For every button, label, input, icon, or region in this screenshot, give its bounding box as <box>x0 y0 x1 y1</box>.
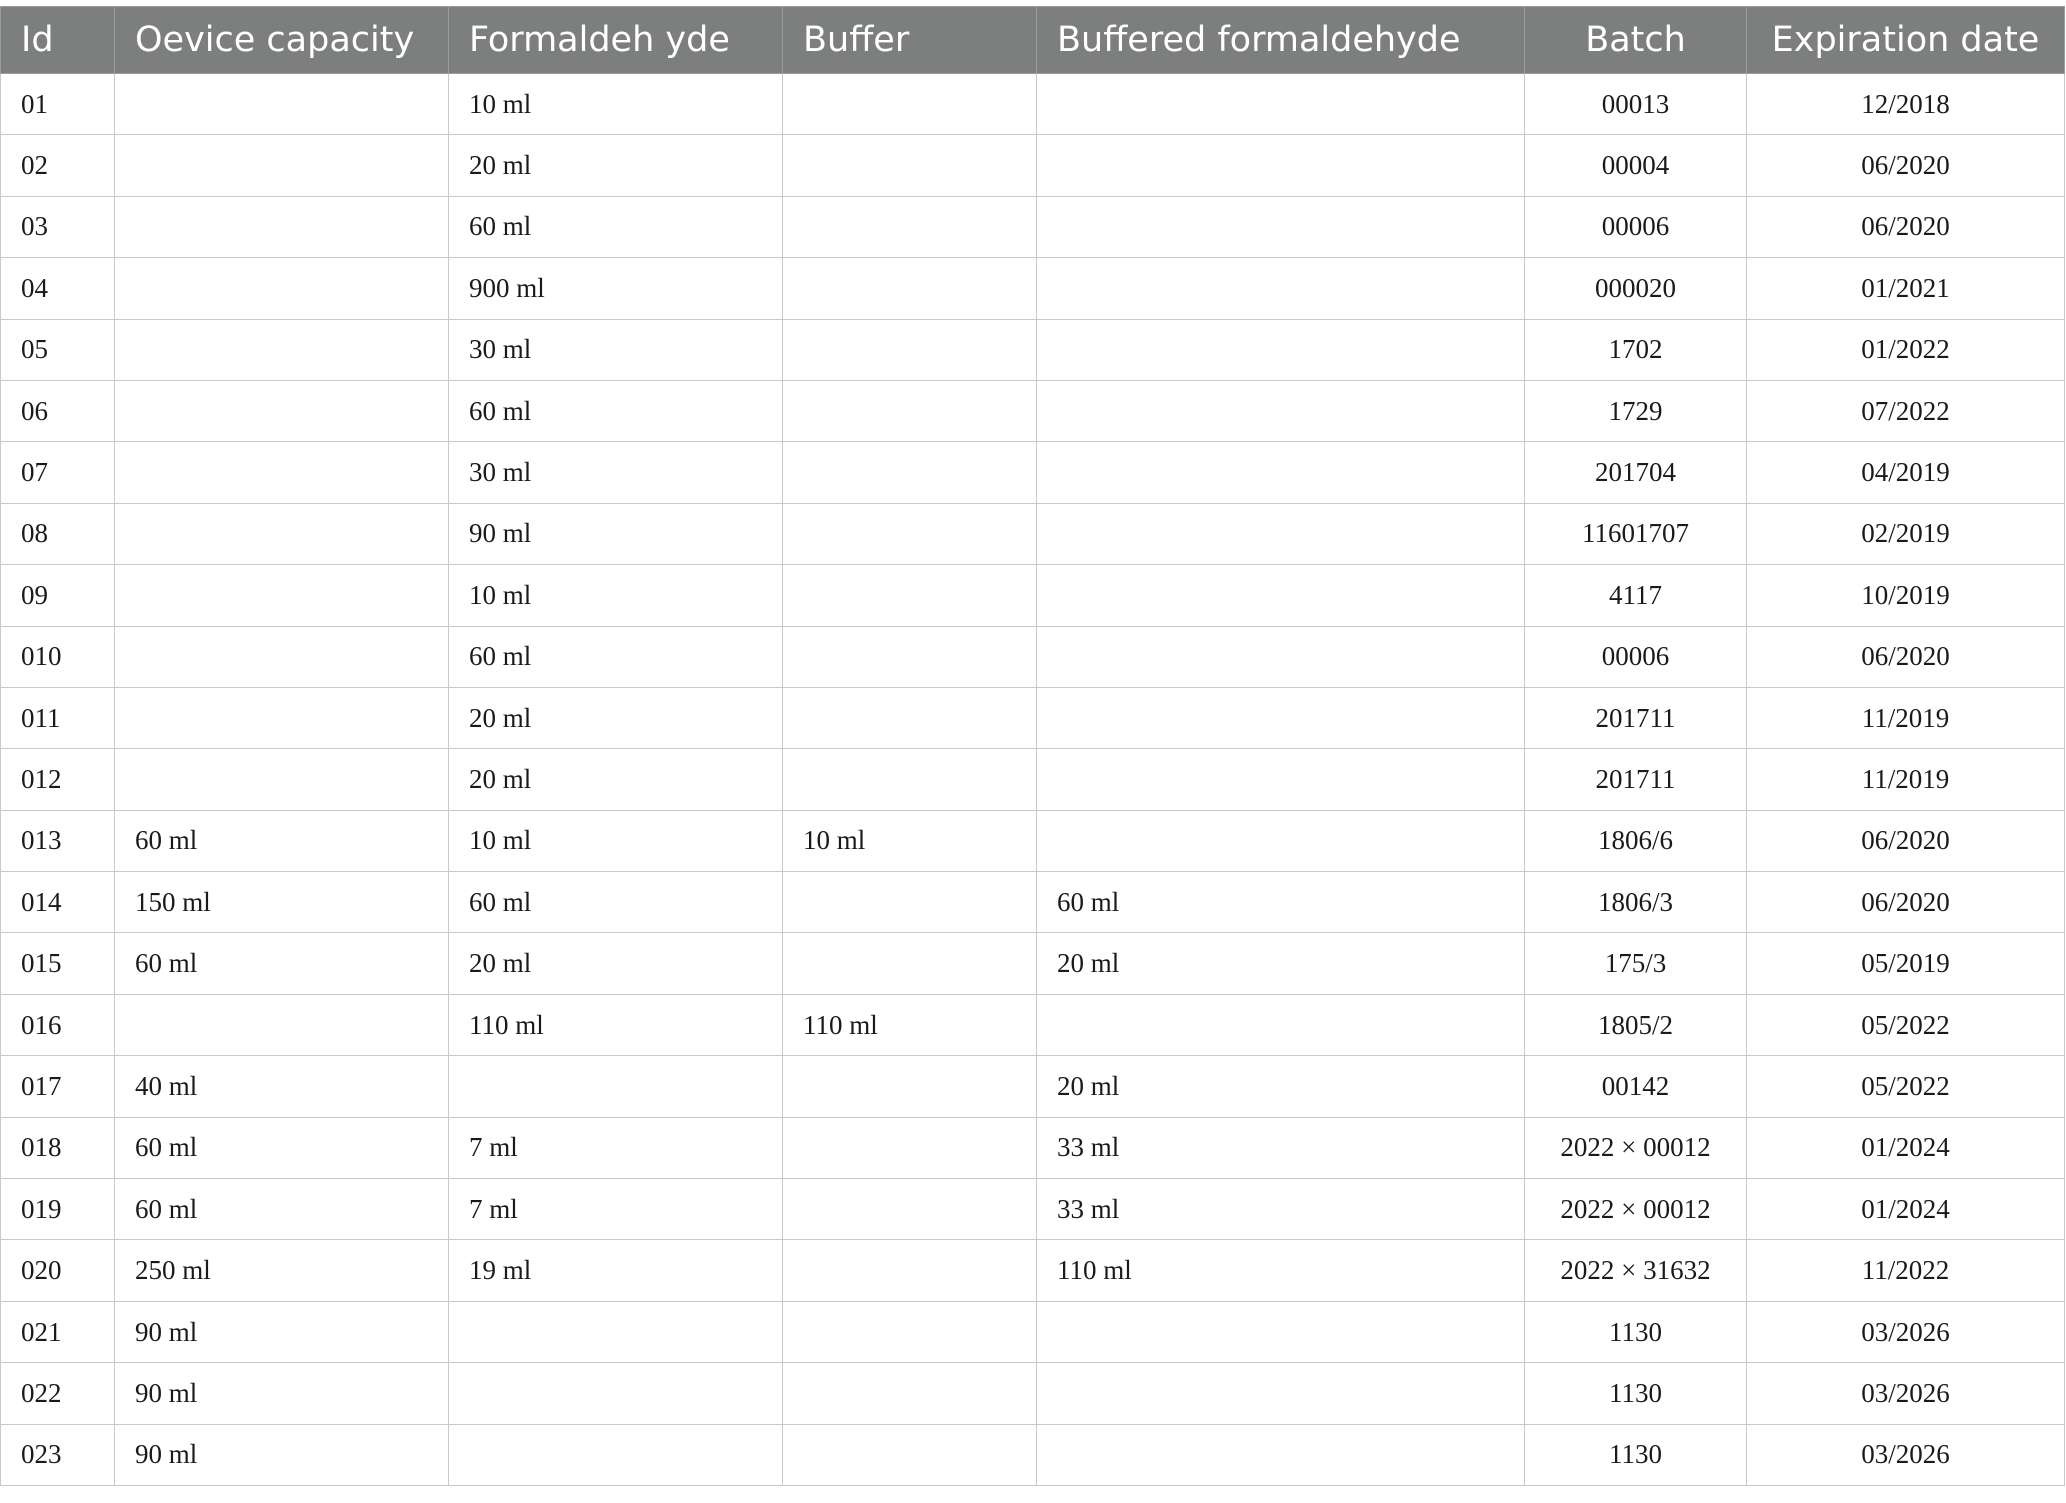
cell-formaldehyde: 7 ml <box>449 1179 783 1240</box>
cell-batch: 1130 <box>1525 1363 1747 1424</box>
cell-device-capacity: 60 ml <box>115 1117 449 1178</box>
cell-buffered-formaldehyde: 60 ml <box>1037 872 1525 933</box>
cell-id: 06 <box>1 380 115 441</box>
cell-batch: 1729 <box>1525 380 1747 441</box>
cell-device-capacity: 250 ml <box>115 1240 449 1301</box>
cell-expiration-date: 06/2020 <box>1747 196 2065 257</box>
table-row <box>1 319 2065 380</box>
cell-formaldehyde: 110 ml <box>449 994 783 1055</box>
cell-buffered-formaldehyde <box>1037 135 1525 196</box>
table-row <box>1 196 2065 257</box>
cell-buffered-formaldehyde <box>1037 565 1525 626</box>
cell-device-capacity <box>115 196 449 257</box>
cell-id: 09 <box>1 565 115 626</box>
table-row <box>1 258 2065 319</box>
cell-id: 014 <box>1 872 115 933</box>
table-row <box>1 1301 2065 1362</box>
cell-buffer <box>783 319 1037 380</box>
cell-buffered-formaldehyde <box>1037 503 1525 564</box>
cell-expiration-date: 03/2026 <box>1747 1424 2065 1485</box>
cell-batch: 000020 <box>1525 258 1747 319</box>
cell-expiration-date: 06/2020 <box>1747 626 2065 687</box>
cell-device-capacity <box>115 442 449 503</box>
table-row <box>1 872 2065 933</box>
cell-expiration-date: 01/2024 <box>1747 1117 2065 1178</box>
cell-batch: 1806/3 <box>1525 872 1747 933</box>
cell-formaldehyde: 60 ml <box>449 380 783 441</box>
cell-buffer <box>783 1301 1037 1362</box>
cell-id: 018 <box>1 1117 115 1178</box>
cell-id: 016 <box>1 994 115 1055</box>
cell-buffer <box>783 749 1037 810</box>
data-table-container <box>0 6 2064 1486</box>
cell-expiration-date: 10/2019 <box>1747 565 2065 626</box>
cell-id: 020 <box>1 1240 115 1301</box>
cell-formaldehyde: 60 ml <box>449 196 783 257</box>
cell-buffer <box>783 933 1037 994</box>
cell-expiration-date: 04/2019 <box>1747 442 2065 503</box>
cell-buffer <box>783 196 1037 257</box>
column-header-formaldehyde: Formaldeh yde <box>449 7 783 74</box>
cell-batch: 11601707 <box>1525 503 1747 564</box>
cell-expiration-date: 11/2019 <box>1747 749 2065 810</box>
cell-formaldehyde: 30 ml <box>449 319 783 380</box>
cell-device-capacity: 150 ml <box>115 872 449 933</box>
cell-expiration-date: 05/2022 <box>1747 1056 2065 1117</box>
cell-batch: 00013 <box>1525 74 1747 135</box>
cell-formaldehyde: 30 ml <box>449 442 783 503</box>
cell-id: 021 <box>1 1301 115 1362</box>
cell-formaldehyde: 7 ml <box>449 1117 783 1178</box>
cell-formaldehyde <box>449 1056 783 1117</box>
cell-buffer <box>783 258 1037 319</box>
table-row <box>1 687 2065 748</box>
cell-batch: 1806/6 <box>1525 810 1747 871</box>
cell-id: 04 <box>1 258 115 319</box>
table-row <box>1 565 2065 626</box>
table-row <box>1 1056 2065 1117</box>
cell-formaldehyde: 20 ml <box>449 687 783 748</box>
cell-expiration-date: 05/2022 <box>1747 994 2065 1055</box>
cell-device-capacity <box>115 135 449 196</box>
cell-formaldehyde: 19 ml <box>449 1240 783 1301</box>
cell-formaldehyde: 900 ml <box>449 258 783 319</box>
cell-id: 05 <box>1 319 115 380</box>
cell-id: 010 <box>1 626 115 687</box>
cell-id: 01 <box>1 74 115 135</box>
cell-device-capacity <box>115 565 449 626</box>
cell-id: 07 <box>1 442 115 503</box>
cell-expiration-date: 12/2018 <box>1747 74 2065 135</box>
cell-buffer <box>783 1117 1037 1178</box>
cell-batch: 1805/2 <box>1525 994 1747 1055</box>
cell-formaldehyde: 10 ml <box>449 565 783 626</box>
cell-batch: 00004 <box>1525 135 1747 196</box>
cell-buffer <box>783 1179 1037 1240</box>
table-row <box>1 1117 2065 1178</box>
cell-buffered-formaldehyde <box>1037 380 1525 441</box>
cell-batch: 201704 <box>1525 442 1747 503</box>
table-row <box>1 380 2065 441</box>
cell-id: 013 <box>1 810 115 871</box>
cell-device-capacity: 40 ml <box>115 1056 449 1117</box>
cell-buffered-formaldehyde <box>1037 196 1525 257</box>
table-row <box>1 1363 2065 1424</box>
column-header-device-capacity: Oevice capacity <box>115 7 449 74</box>
cell-buffered-formaldehyde <box>1037 1424 1525 1485</box>
cell-expiration-date: 05/2019 <box>1747 933 2065 994</box>
cell-buffer <box>783 565 1037 626</box>
cell-batch: 201711 <box>1525 687 1747 748</box>
cell-buffer <box>783 1363 1037 1424</box>
column-header-expiration-date: Expiration date <box>1747 7 2065 74</box>
cell-expiration-date: 01/2024 <box>1747 1179 2065 1240</box>
cell-expiration-date: 06/2020 <box>1747 872 2065 933</box>
cell-buffer <box>783 1424 1037 1485</box>
cell-formaldehyde: 20 ml <box>449 749 783 810</box>
cell-expiration-date: 11/2022 <box>1747 1240 2065 1301</box>
table-body <box>1 74 2065 1486</box>
cell-formaldehyde: 10 ml <box>449 810 783 871</box>
cell-expiration-date: 11/2019 <box>1747 687 2065 748</box>
cell-buffer <box>783 872 1037 933</box>
cell-batch: 00006 <box>1525 196 1747 257</box>
cell-expiration-date: 06/2020 <box>1747 810 2065 871</box>
cell-buffered-formaldehyde: 110 ml <box>1037 1240 1525 1301</box>
cell-batch: 2022 × 00012 <box>1525 1117 1747 1178</box>
column-header-id: Id <box>1 7 115 74</box>
cell-buffered-formaldehyde <box>1037 442 1525 503</box>
cell-buffer <box>783 1056 1037 1117</box>
cell-buffered-formaldehyde: 33 ml <box>1037 1117 1525 1178</box>
cell-buffered-formaldehyde <box>1037 1301 1525 1362</box>
cell-formaldehyde: 10 ml <box>449 74 783 135</box>
table-row <box>1 810 2065 871</box>
cell-device-capacity <box>115 626 449 687</box>
cell-buffer <box>783 687 1037 748</box>
cell-buffered-formaldehyde <box>1037 749 1525 810</box>
cell-batch: 00142 <box>1525 1056 1747 1117</box>
cell-buffered-formaldehyde <box>1037 74 1525 135</box>
column-header-buffered-formaldehyde: Buffered formaldehyde <box>1037 7 1525 74</box>
cell-buffered-formaldehyde <box>1037 687 1525 748</box>
cell-batch: 1130 <box>1525 1424 1747 1485</box>
cell-batch: 2022 × 31632 <box>1525 1240 1747 1301</box>
table-row <box>1 749 2065 810</box>
column-header-buffer: Buffer <box>783 7 1037 74</box>
cell-buffered-formaldehyde <box>1037 319 1525 380</box>
cell-formaldehyde <box>449 1363 783 1424</box>
cell-id: 08 <box>1 503 115 564</box>
cell-buffer <box>783 380 1037 441</box>
cell-formaldehyde: 60 ml <box>449 626 783 687</box>
cell-device-capacity <box>115 319 449 380</box>
cell-id: 012 <box>1 749 115 810</box>
cell-device-capacity <box>115 503 449 564</box>
cell-buffer <box>783 503 1037 564</box>
table-row <box>1 1240 2065 1301</box>
cell-buffer <box>783 74 1037 135</box>
cell-expiration-date: 03/2026 <box>1747 1363 2065 1424</box>
cell-device-capacity <box>115 687 449 748</box>
data-table <box>0 6 2065 1486</box>
cell-batch: 201711 <box>1525 749 1747 810</box>
cell-buffered-formaldehyde: 33 ml <box>1037 1179 1525 1240</box>
cell-expiration-date: 06/2020 <box>1747 135 2065 196</box>
cell-batch: 00006 <box>1525 626 1747 687</box>
cell-device-capacity: 90 ml <box>115 1363 449 1424</box>
cell-formaldehyde: 90 ml <box>449 503 783 564</box>
cell-buffered-formaldehyde <box>1037 810 1525 871</box>
cell-device-capacity: 60 ml <box>115 810 449 871</box>
cell-device-capacity: 90 ml <box>115 1424 449 1485</box>
cell-batch: 175/3 <box>1525 933 1747 994</box>
cell-buffered-formaldehyde: 20 ml <box>1037 933 1525 994</box>
table-header <box>1 7 2065 74</box>
table-row <box>1 1424 2065 1485</box>
cell-buffer: 110 ml <box>783 994 1037 1055</box>
cell-id: 011 <box>1 687 115 748</box>
cell-buffered-formaldehyde <box>1037 1363 1525 1424</box>
cell-buffered-formaldehyde <box>1037 994 1525 1055</box>
cell-formaldehyde <box>449 1424 783 1485</box>
cell-device-capacity: 60 ml <box>115 1179 449 1240</box>
cell-formaldehyde: 20 ml <box>449 135 783 196</box>
cell-device-capacity <box>115 258 449 319</box>
cell-id: 015 <box>1 933 115 994</box>
cell-formaldehyde: 20 ml <box>449 933 783 994</box>
table-row <box>1 503 2065 564</box>
cell-formaldehyde: 60 ml <box>449 872 783 933</box>
cell-buffered-formaldehyde <box>1037 626 1525 687</box>
table-row <box>1 626 2065 687</box>
cell-expiration-date: 03/2026 <box>1747 1301 2065 1362</box>
cell-device-capacity: 60 ml <box>115 933 449 994</box>
table-row <box>1 933 2065 994</box>
column-header-batch: Batch <box>1525 7 1747 74</box>
table-row <box>1 74 2065 135</box>
table-row <box>1 135 2065 196</box>
cell-buffered-formaldehyde <box>1037 258 1525 319</box>
cell-buffer <box>783 135 1037 196</box>
cell-formaldehyde <box>449 1301 783 1362</box>
cell-batch: 2022 × 00012 <box>1525 1179 1747 1240</box>
cell-buffer <box>783 442 1037 503</box>
table-row <box>1 442 2065 503</box>
cell-buffer <box>783 1240 1037 1301</box>
cell-id: 022 <box>1 1363 115 1424</box>
cell-expiration-date: 01/2021 <box>1747 258 2065 319</box>
table-row <box>1 994 2065 1055</box>
cell-buffer <box>783 626 1037 687</box>
cell-batch: 1130 <box>1525 1301 1747 1362</box>
header-row <box>1 7 2065 74</box>
cell-buffered-formaldehyde: 20 ml <box>1037 1056 1525 1117</box>
cell-expiration-date: 02/2019 <box>1747 503 2065 564</box>
cell-buffer: 10 ml <box>783 810 1037 871</box>
cell-id: 019 <box>1 1179 115 1240</box>
cell-device-capacity <box>115 994 449 1055</box>
cell-batch: 4117 <box>1525 565 1747 626</box>
cell-id: 017 <box>1 1056 115 1117</box>
cell-id: 03 <box>1 196 115 257</box>
cell-expiration-date: 07/2022 <box>1747 380 2065 441</box>
cell-id: 02 <box>1 135 115 196</box>
cell-id: 023 <box>1 1424 115 1485</box>
cell-device-capacity <box>115 74 449 135</box>
table-row <box>1 1179 2065 1240</box>
cell-device-capacity: 90 ml <box>115 1301 449 1362</box>
cell-batch: 1702 <box>1525 319 1747 380</box>
cell-expiration-date: 01/2022 <box>1747 319 2065 380</box>
cell-device-capacity <box>115 749 449 810</box>
cell-device-capacity <box>115 380 449 441</box>
